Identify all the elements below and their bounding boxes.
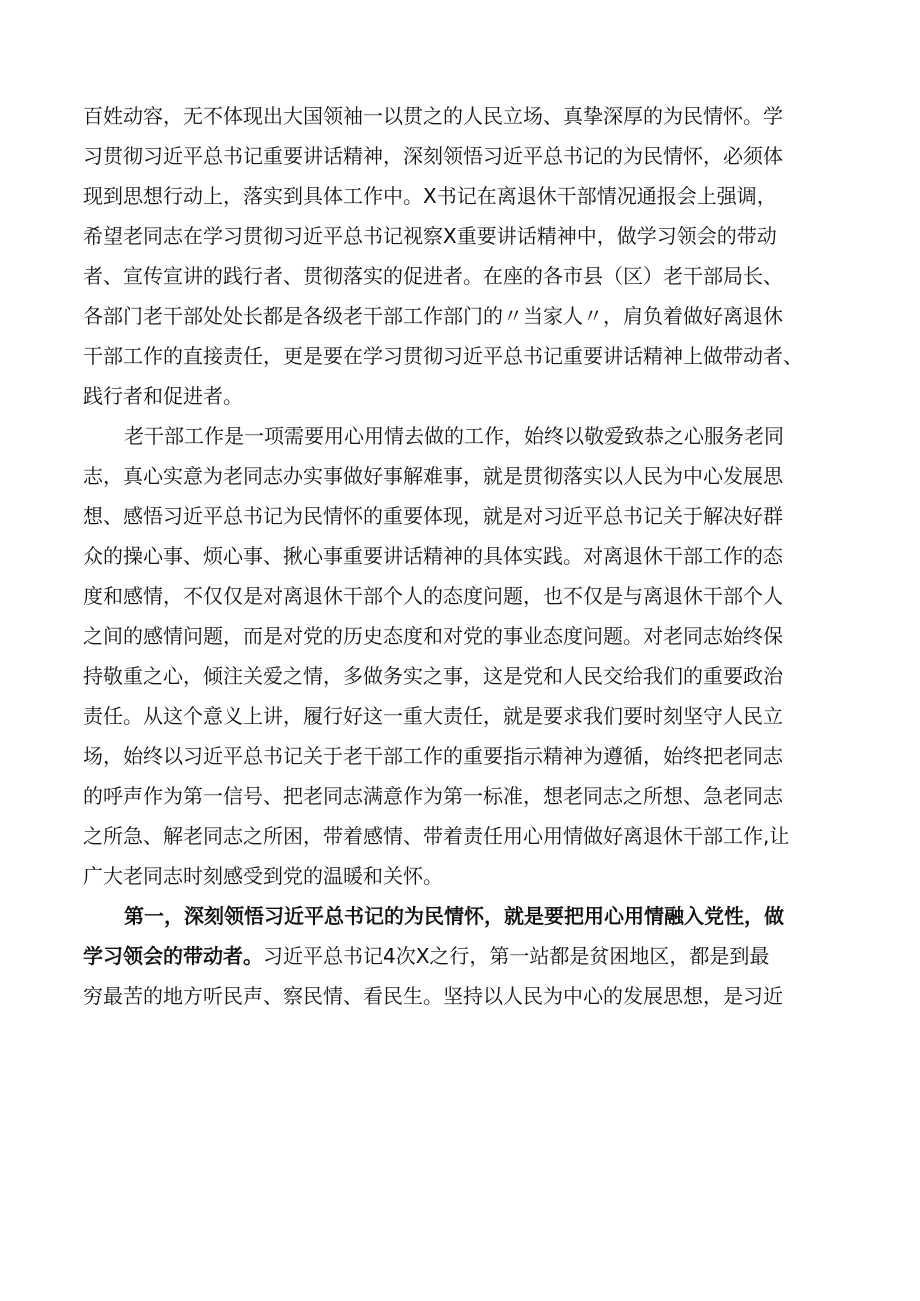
text-run: 众的操心事、烦心事、揪心事重要讲话精神的具体实践。对离退休干部工作的态 (83, 544, 783, 568)
document-body (83, 96, 853, 1016)
text-line (83, 696, 853, 736)
bold-heading-run: 第一，深刻领悟习近平总书记的为民情怀，就是要把用心用情融入党性，做 (124, 904, 784, 928)
text-run: 各部门老干部处处长都是各级老干部工作部门的〃当家人〃，肩负着做好离退休 (83, 304, 783, 328)
text-run: 现到思想行动上，落实到具体工作中。X书记在离退休干部情况通报会上强调， (83, 184, 777, 208)
text-line (83, 896, 853, 936)
text-run: 之所急、解老同志之所困，带着感情、带着责任用心用情做好离退休干部工作,让 (83, 824, 790, 848)
text-line (83, 616, 853, 656)
text-run: 习贯彻习近平总书记重要讲话精神，深刻领悟习近平总书记的为民情怀，必须体 (83, 144, 783, 168)
bold-heading-run: 学习领会的带动者。 (83, 944, 263, 968)
text-line (83, 776, 853, 816)
text-line (83, 656, 853, 696)
text-line (83, 336, 853, 376)
text-run: 想、感悟习近平总书记为民情怀的重要体现，就是对习近平总书记关于解决好群 (83, 504, 783, 528)
text-run: 的呼声作为第一信号、把老同志满意作为第一标准，想老同志之所想、急老同志 (83, 784, 783, 808)
text-run: 百姓动容，无不体现出大国领袖一以贯之的人民立场、真挚深厚的为民情怀。学 (83, 104, 783, 128)
text-line (83, 536, 853, 576)
text-run: 习近平总书记4次X之行，第一站都是贫困地区，都是到最 (263, 944, 770, 968)
text-run: 志，真心实意为老同志办实事做好事解难事，就是贯彻落实以人民为中心发展思 (83, 464, 783, 488)
paragraph (83, 96, 853, 416)
text-run: 场，始终以习近平总书记关于老干部工作的重要指示精神为遵循，始终把老同志 (83, 744, 783, 768)
text-line (83, 736, 853, 776)
text-run: 责任。从这个意义上讲，履行好这一重大责任，就是要求我们要时刻坚守人民立 (83, 704, 783, 728)
text-line (83, 816, 853, 856)
text-line (83, 936, 853, 976)
text-line (83, 176, 853, 216)
text-line (83, 496, 853, 536)
text-run: 穷最苦的地方听民声、察民情、看民生。坚持以人民为中心的发展思想，是习近 (83, 984, 783, 1008)
text-line (83, 136, 853, 176)
text-line (83, 256, 853, 296)
text-line (83, 216, 853, 256)
text-line (83, 416, 853, 456)
text-run: 持敬重之心，倾注关爱之情，多做务实之事，这是党和人民交给我们的重要政治 (83, 664, 783, 688)
text-line (83, 376, 853, 416)
text-run: 度和感情，不仅仅是对离退休干部个人的态度问题，也不仅是与离退休干部个人 (83, 584, 783, 608)
text-line (83, 856, 853, 896)
paragraph (83, 416, 853, 896)
text-run: 老干部工作是一项需要用心用情去做的工作，始终以敬爱致恭之心服务老同 (124, 424, 784, 448)
text-line (83, 296, 853, 336)
text-line (83, 576, 853, 616)
text-run: 广大老同志时刻感受到党的温暖和关怀。 (83, 864, 443, 888)
text-line (83, 456, 853, 496)
paragraph (83, 896, 853, 1016)
text-line (83, 96, 853, 136)
text-run: 希望老同志在学习贯彻习近平总书记视察X重要讲话精神中，做学习领会的带动 (83, 224, 777, 248)
text-run: 践行者和促进者。 (83, 384, 243, 408)
text-run: 者、宣传宣讲的践行者、贯彻落实的促进者。在座的各市县（区）老干部局长、 (83, 264, 783, 288)
text-run: 之间的感情问题，而是对党的历史态度和对党的事业态度问题。对老同志始终保 (83, 624, 783, 648)
text-run: 干部工作的直接责任，更是要在学习贯彻习近平总书记重要讲话精神上做带动者、 (83, 344, 803, 368)
text-line (83, 976, 853, 1016)
